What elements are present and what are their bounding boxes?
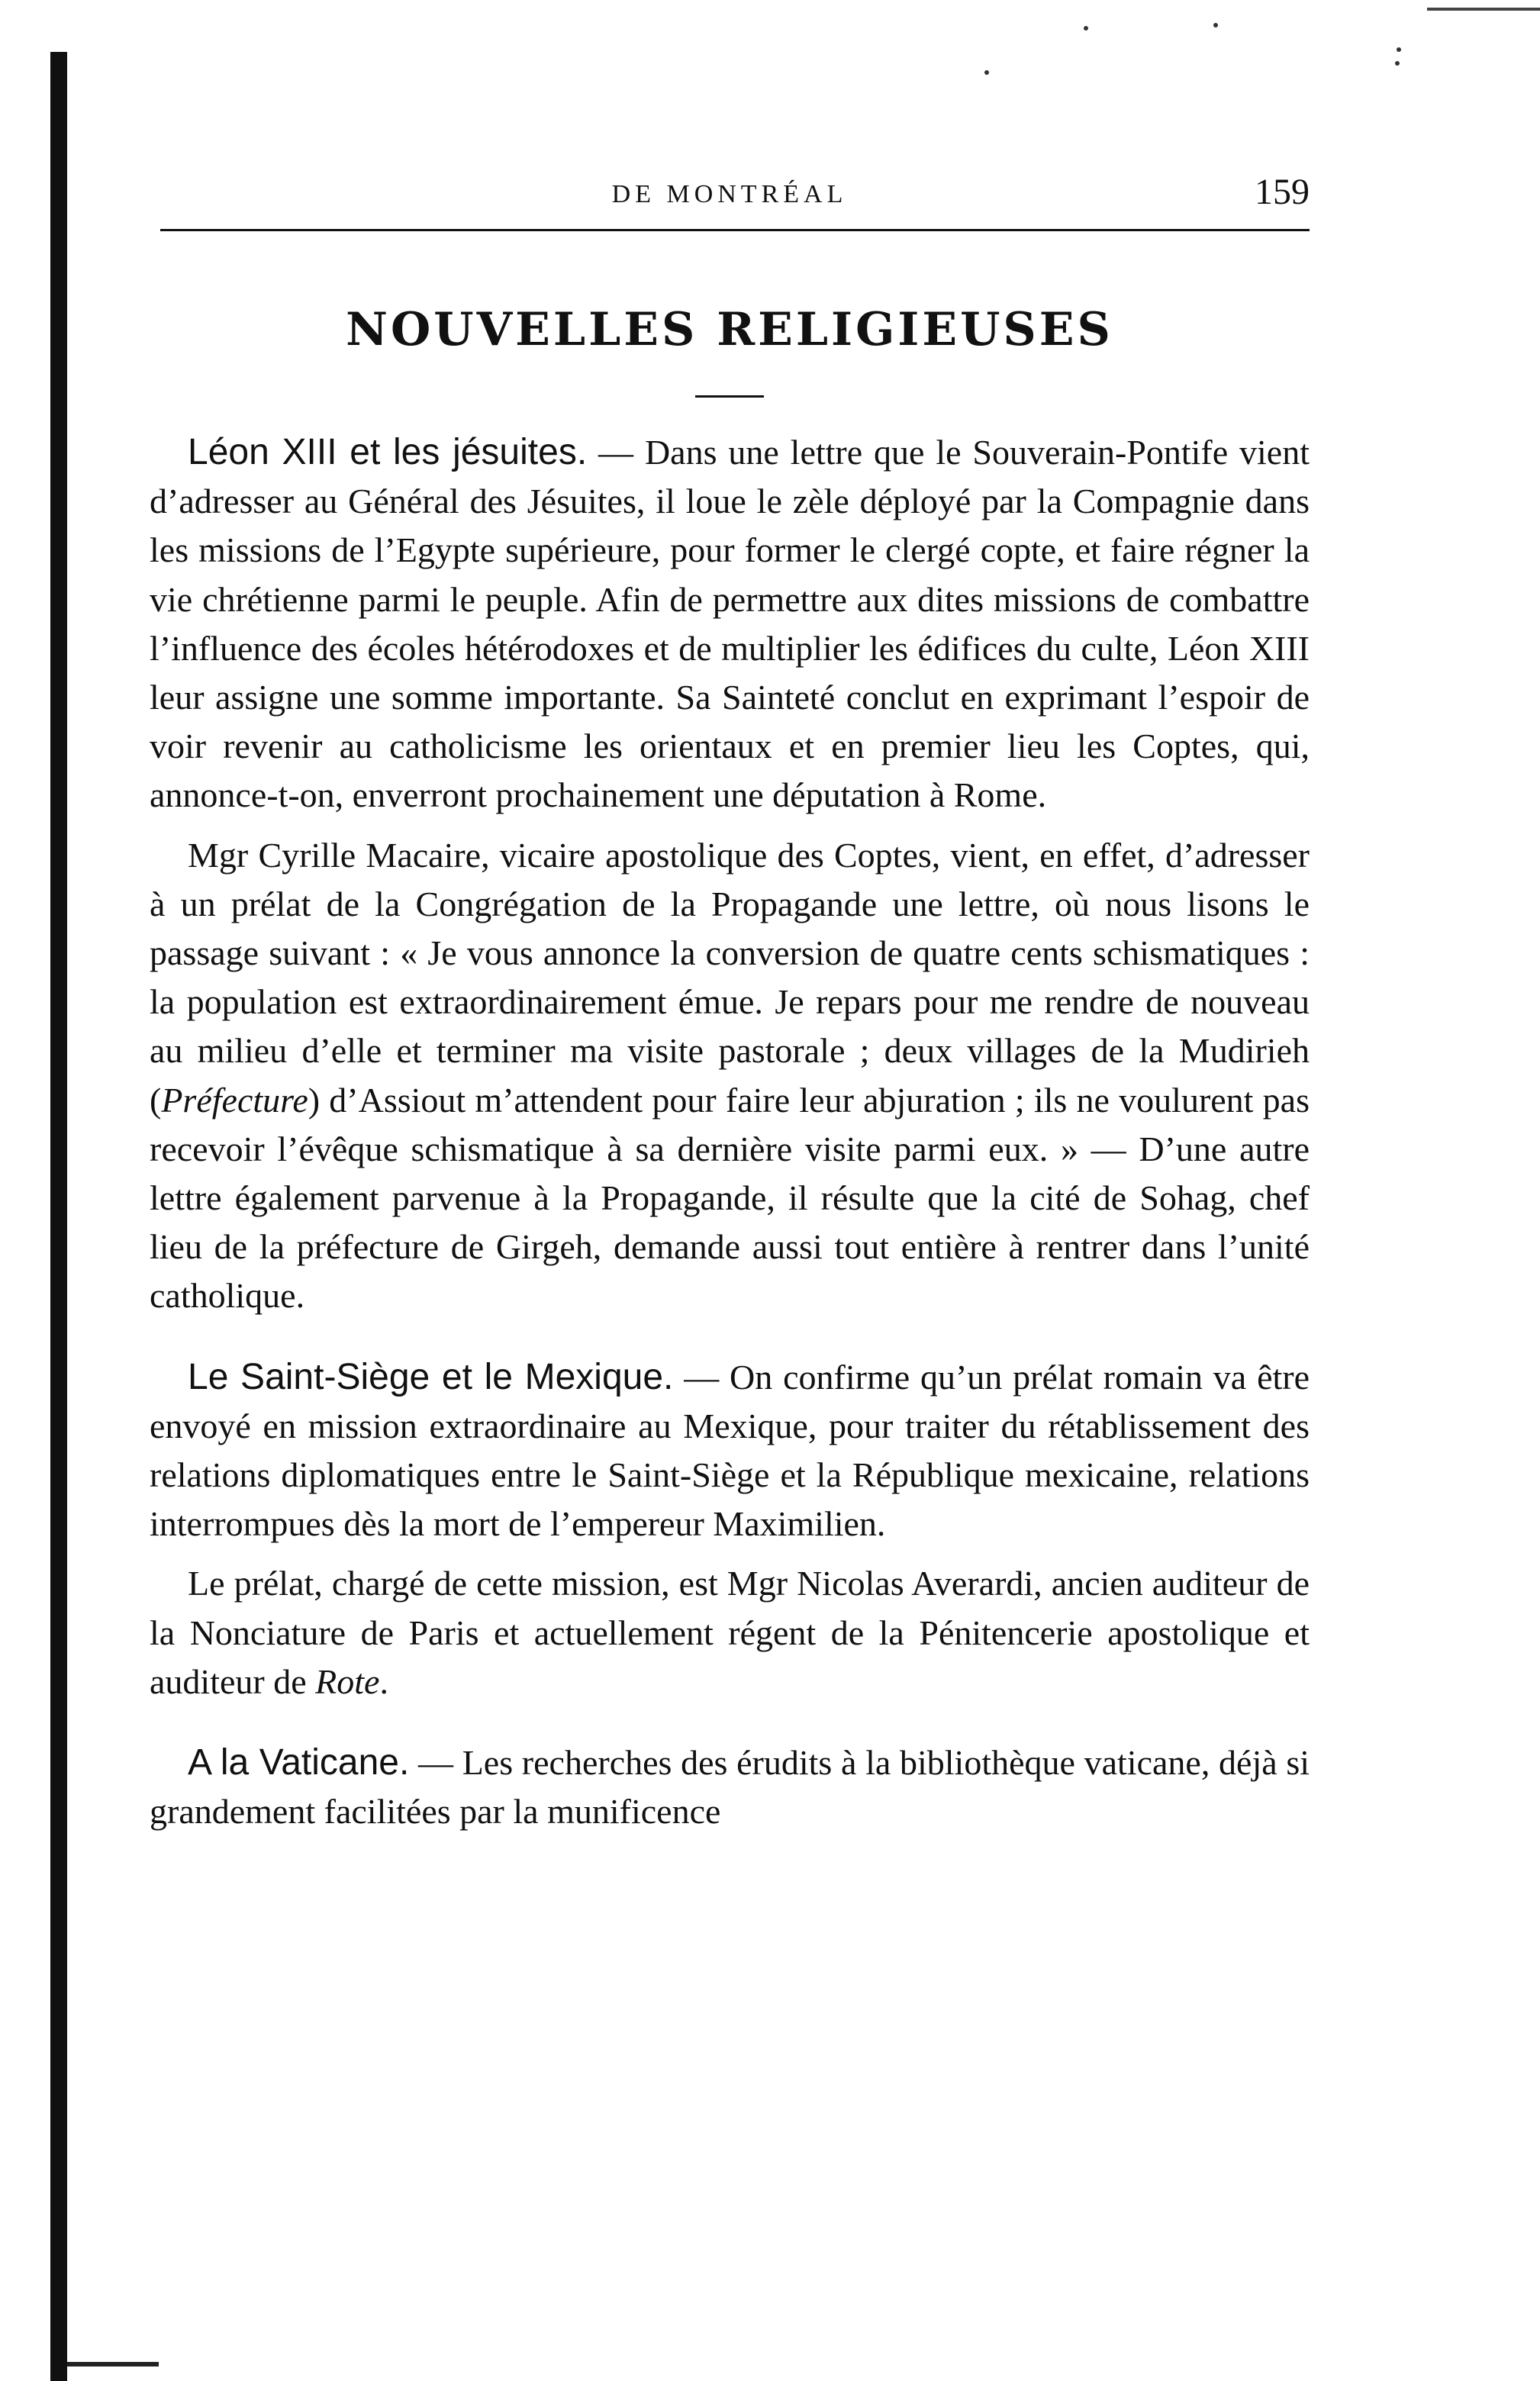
scan-edge-mark: [67, 2362, 159, 2367]
italic-term: Rote: [315, 1661, 380, 1701]
page-number: 159: [1255, 172, 1310, 212]
scan-speck: [1213, 23, 1218, 27]
header-rule: [160, 229, 1310, 231]
scan-speck: [1397, 47, 1401, 52]
page-content: [150, 160, 1310, 1836]
scan-corner-mark: [1427, 8, 1540, 11]
article-heading: A la Vaticane.: [188, 1742, 410, 1783]
scan-speck: [984, 70, 989, 75]
article-text: — Dans une lettre que le Souverain-Pontife vient d’adresser au Général des Jésuites, il loue le zèle déployé par la Compagnie dans les missions de l’Egypte supérieure, pour former le clergé copte, et faire régner la vie chrétienne parmi le peuple. Afin de permettre aux dites missions de combattre l’influence des écoles hétérodoxes et de multiplier les édifices du culte, Léon XIII leur assigne une somme importante. Sa Sainteté conclut en exprimant l’espoir de voir revenir au catholicisme les orientaux et en premier lieu les Coptes, qui, annonce-t-on, enverront prochainement une députation à Rome.: [150, 433, 1310, 815]
article-text: .: [379, 1661, 388, 1701]
title-rule: [695, 395, 764, 398]
running-title: DE MONTRÉAL: [611, 180, 848, 208]
scan-speck: [1395, 61, 1400, 66]
article-text: — Les recherches des érudits à la bibliothèque vaticane, déjà si grandement facilitées par la munificence: [150, 1743, 1310, 1832]
italic-term: Préfecture: [161, 1080, 308, 1120]
article-text: — On confirme qu’un prélat romain va être envoyé en mission extraordinaire au Mexique, pour traiter du rétablissement des relations diplomatiques entre le Saint-Siège et la République mexicaine, relations interrompues dès la mort de l’empereur Maximilien.: [150, 1357, 1310, 1544]
article-macaire: [150, 831, 1310, 1321]
article-text: ) d’Assiout m’attendent pour faire leur abjuration ; ils ne voulurent pas recevoir l’évêque schismatique à sa dernière visite parmi eux. » — D’une autre lettre également parvenue à la Propagande, il résulte que la cité de Sohag, chef lieu de la préfecture de Girgeh, demande aussi tout entière à rentrer dans l’unité catholique.: [150, 1080, 1310, 1316]
scan-speck: [1084, 26, 1088, 31]
article-heading: Léon XIII et les jésuites.: [188, 432, 588, 472]
article-leon-xiii: [150, 428, 1310, 820]
binding-edge: [50, 52, 67, 2381]
article-vaticane: [150, 1738, 1310, 1836]
running-head: [150, 160, 1310, 229]
article-text: Le prélat, chargé de cette mission, est Mgr Nicolas Averardi, ancien auditeur de la Nonciature de Paris et actuellement régent de la Pénitencerie apostolique et auditeur de: [150, 1564, 1310, 1701]
article-heading: Le Saint-Siège et le Mexique.: [188, 1356, 674, 1397]
article-averardi: [150, 1559, 1310, 1706]
section-title: NOUVELLES RELIGIEUSES: [346, 303, 1113, 356]
article-text: Mgr Cyrille Macaire, vicaire apostolique des Coptes, vient, en effet, d’adresser à un prélat de la Congrégation de la Propagande une lettre, où nous lisons le passage suivant : « Je vous annonce la conversion de quatre cents schismatiques : la population est extraordinairement émue. Je repars pour me rendre de nouveau au milieu d’elle et terminer ma visite pastorale ; deux villages de la Mudirieh (: [150, 835, 1310, 1120]
article-saint-siege-mexique: [150, 1353, 1310, 1549]
